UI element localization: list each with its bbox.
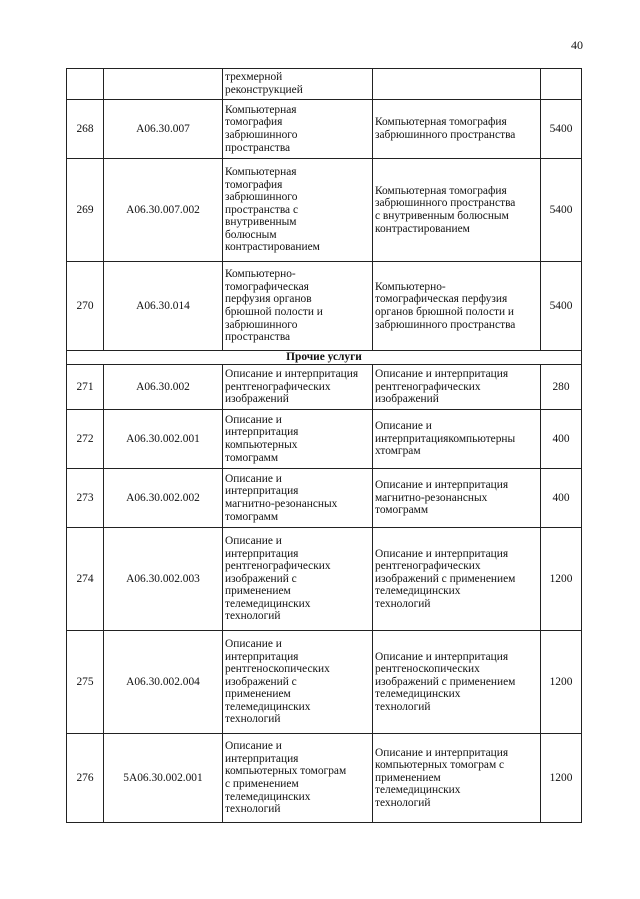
table-row [67,69,582,100]
service-description: Описание и интерпритация рентгенографических изображений с применением телемедицинских технологий [373,528,541,631]
service-name: Описание и интерпритация магнитно-резонансных томограмм [223,469,373,528]
service-price: 5400 [541,100,582,159]
row-number: 269 [67,159,104,262]
service-description: Описание и интерпритация рентгеноскопических изображений с применением телемедицинских технологий [373,631,541,734]
service-description: Компьютерная томография забрюшинного пространства с внутривенным болюсным контрастированием [373,159,541,262]
service-name: Описание и интерпритация рентгеноскопических изображений с применением телемедицинских технологий [223,631,373,734]
service-description: Описание и интерпритация рентгенографических изображений [373,365,541,410]
service-code: A06.30.007.002 [104,159,223,262]
row-number: 274 [67,528,104,631]
service-code: A06.30.002.003 [104,528,223,631]
service-price: 400 [541,469,582,528]
page-number: 40 [571,38,583,52]
service-name: Компьютерная томография забрюшинного пространства с внутривенным болюсным контрастированием [223,159,373,262]
service-description: Описание и интерпритациякомпьютерны хтомграм [373,410,541,469]
service-code: A06.30.002.001 [104,410,223,469]
service-name: Компьютерная томография забрюшинного пространства [223,100,373,159]
row-number: 275 [67,631,104,734]
section-header-row [67,351,582,365]
service-description: Компьютерно- томографическая перфузия органов брюшной полости и забрюшинного пространства [373,262,541,351]
service-code: A06.30.007 [104,100,223,159]
service-code: A06.30.002.002 [104,469,223,528]
service-price [541,69,582,100]
service-name: Компьютерно- томографическая перфузия органов брюшной полости и забрюшинного пространства [223,262,373,351]
section-title: Прочие услуги [67,351,582,365]
service-price: 1200 [541,734,582,823]
service-description [373,69,541,100]
service-description: Описание и интерпритация компьютерных томограм с применением телемедицинских технологий [373,734,541,823]
table-row [67,469,582,528]
service-price: 1200 [541,631,582,734]
service-name: Описание и интерпритация компьютерных томограмм [223,410,373,469]
row-number: 271 [67,365,104,410]
services-price-table [66,68,582,823]
row-number: 272 [67,410,104,469]
service-description: Компьютерная томография забрюшинного пространства [373,100,541,159]
service-price: 1200 [541,528,582,631]
table-row [67,410,582,469]
table-row [67,528,582,631]
service-price: 280 [541,365,582,410]
service-code [104,69,223,100]
row-number: 270 [67,262,104,351]
service-name: Описание и интерпритация рентгенографических изображений с применением телемедицинских технологий [223,528,373,631]
table-row [67,100,582,159]
row-number: 268 [67,100,104,159]
row-number: 276 [67,734,104,823]
row-number: 273 [67,469,104,528]
service-name: Описание и интерпритация компьютерных томограм с применением телемедицинских технологий [223,734,373,823]
service-price: 5400 [541,262,582,351]
service-price: 5400 [541,159,582,262]
table-row [67,734,582,823]
table-row [67,365,582,410]
service-name: трехмерной реконструкцией [223,69,373,100]
service-code: A06.30.002 [104,365,223,410]
service-code: A06.30.002.004 [104,631,223,734]
table-row [67,159,582,262]
table-row [67,262,582,351]
service-price: 400 [541,410,582,469]
service-name: Описание и интерпритация рентгенографических изображений [223,365,373,410]
service-description: Описание и интерпритация магнитно-резонансных томограмм [373,469,541,528]
table-row [67,631,582,734]
service-code: 5A06.30.002.001 [104,734,223,823]
row-number [67,69,104,100]
service-code: A06.30.014 [104,262,223,351]
